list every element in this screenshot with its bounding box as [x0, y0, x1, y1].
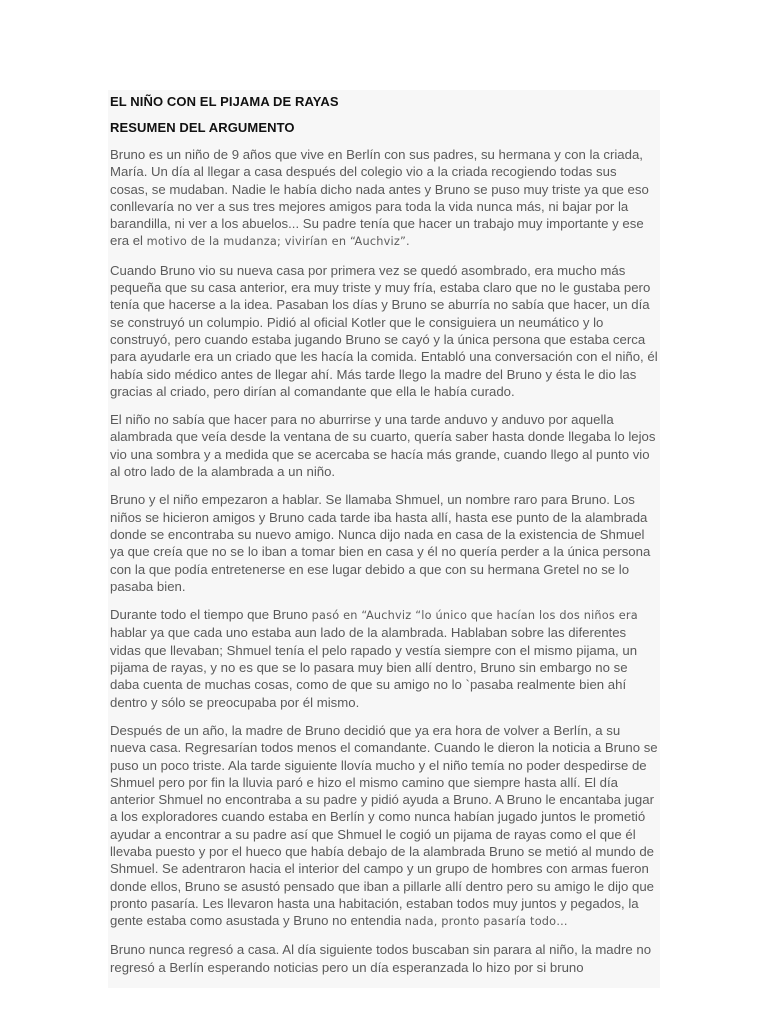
paragraph-6 — [110, 722, 658, 931]
section-heading: RESUMEN DEL ARGUMENTO — [110, 120, 295, 135]
paragraph-4-text: Bruno y el niño empezaron a hablar. Se llamaba Shmuel, un nombre raro para Bruno. Los niños se hicieron amigos y Bruno cada tarde iba hasta allí, hasta ese punto de la alambrada donde se encontraba su nuevo amigo. Nunca dijo nada en casa de la existencia de Shmuel ya que creía que no se lo iban a tomar bien en casa y él no quería perder a la única persona con la que podía entretenerse en ese lugar debido a que con su hermana Gretel no se lo pasaba bien. — [110, 492, 651, 594]
paragraph-2-text: Cuando Bruno vio su nueva casa por primera vez se quedó asombrado, era mucho más pequeña que su casa anterior, era muy triste y muy fría, estaba claro que no le gustaba pero tenía que hacerse a la idea. Pasaban los días y Bruno se aburría no sabía que hacer, un día se construyó un columpio. Pidió al oficial Kotler que le consiguiera un neumático y lo construyó, pero cuando estaba jugando Bruno se cayó y la única persona que estaba cerca para ayudarle era un criado que les hacía la comida. Entabló una conversación con el niño, él había sido médico antes de llegar ahí. Más tarde llego la madre del Bruno y ésta le dio las gracias al criado, pero dirían al comandante que ella le había curado. — [110, 262, 658, 399]
paragraph-5-text: Durante todo el tiempo que Bruno — [110, 607, 312, 623]
paragraph-5-tail: hablar ya que cada uno estaba aun lado de la alambrada. Hablaban sobre las diferentes vidas que llevaban; Shmuel tenía el pelo rapado y vestía siempre con el mismo pijama, un pijama de rayas, y no es que se lo pasara muy bien allí dentro, Bruno sin embargo no se daba cuenta de muchas cosas, como de que su amigo no lo `pasaba realmente bien ahí dentro y sólo se preocupaba por él mismo. — [110, 625, 638, 710]
paragraph-4 — [110, 491, 658, 595]
paragraph-5 — [110, 606, 658, 711]
paragraph-1 — [110, 146, 658, 251]
document-page — [108, 90, 660, 988]
paragraph-7 — [110, 941, 658, 976]
paragraph-5-alt-text: pasó en “Auchviz “lo único que hacían los dos niños era — [311, 609, 638, 623]
paragraph-3-text: El niño no sabía que hacer para no aburrirse y una tarde anduvo y anduvo por aquella alambrada que veía desde la ventana de su cuarto, quería saber hasta donde llegaba lo lejos vio una sombra y a medida que se acercaba se hacía más grande, cuando llego al punto vio al otro lado de la alambrada a un niño. — [110, 412, 656, 480]
document-body — [108, 146, 660, 987]
paragraph-2 — [110, 262, 658, 400]
paragraph-3 — [110, 411, 658, 480]
paragraph-1-alt-text: motivo de la mudanza; vivirían en “Auchviz”. — [146, 235, 410, 249]
paragraph-6-text: Después de un año, la madre de Bruno decidió que ya era hora de volver a Berlín, a su nueva casa. Regresarían todos menos el comandante. Cuando le dieron la noticia a Bruno se puso un poco triste. Ala tarde siguiente llovía mucho y el niño temía no poder despedirse de Shmuel pero por fin la lluvia paró e hizo el mismo camino que siempre hasta allí. El día anterior Shmuel no encontraba a su padre y pidió ayuda a Bruno. A Bruno le encantaba jugar a los exploradores cuando estaba en Berlín y como nunca habían jugado juntos le prometió ayudar a encontrar a su padre así que Shmuel le cogió un pijama de rayas como el que él llevaba puesto y por el hueco que había debajo de la alambrada Bruno se metió al mundo de Shmuel. Se adentraron hacia el interior del campo y un grupo de hombres con armas fueron donde ellos, Bruno se asustó pensado que iban a pillarle allí dentro pero su amigo le dijo que pronto pasaría. Les llevaron hasta una habitación, estaban todos muy juntos y pegados, la gente estaba como asustada y Bruno no entendia — [110, 722, 658, 929]
paragraph-7-text: Bruno nunca regresó a casa. Al día siguiente todos buscaban sin parara al niño, la madre no regresó a Berlín esperando noticias pero un día esperanzada lo hizo por si bruno — [110, 942, 652, 975]
paragraph-1-text: Bruno es un niño de 9 años que vive en Berlín con sus padres, su hermana y con la criada, María. Un día al llegar a casa después del colegio vio a la criada recogiendo todas sus cosas, se mudaban. Nadie le había dicho nada antes y Bruno se puso muy triste ya que eso conllevaría no ver a sus tres mejores amigos para toda la vida nunca más, ni bajar por la barandilla, ni ver a los abuelos... Su padre tenía que hacer un trabajo muy importante y ese era el — [110, 147, 649, 249]
document-title: EL NIÑO CON EL PIJAMA DE RAYAS — [110, 94, 339, 109]
paragraph-6-alt-text: nada, pronto pasaría todo… — [404, 915, 568, 929]
